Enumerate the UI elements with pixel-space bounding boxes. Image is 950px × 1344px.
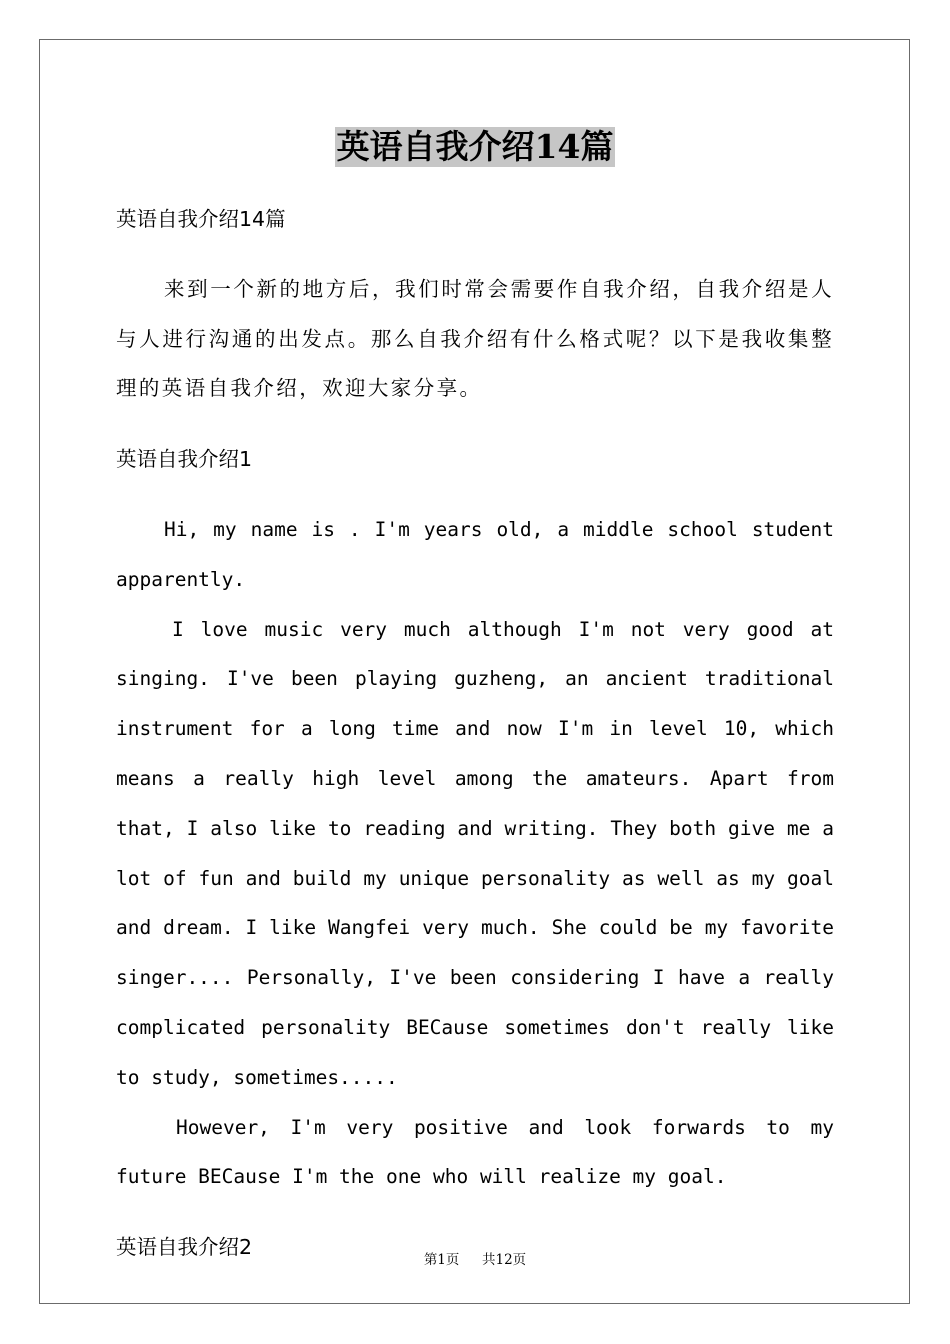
page-footer <box>0 1248 950 1268</box>
page-total: 共12页 <box>482 1252 527 1268</box>
title-container <box>0 127 950 167</box>
subtitle: 英语自我介绍14篇 <box>116 206 286 231</box>
document-title: 英语自我介绍14篇 <box>336 127 614 166</box>
page-number: 第1页 <box>423 1252 460 1268</box>
section1-paragraph-1: Hi, my name is . I'm years old, a middle school student apparently. <box>116 517 834 591</box>
section1-paragraph-3: However, I'm very positive and look forwards to my future BECause I'm the one who will realize my goal. <box>116 1115 834 1189</box>
section1-paragraph-2: I love music very much although I'm not very good at singing. I've been playing guzheng, an ancient traditional instrument for a long time and now I'm in level 10, which means a really high level among the amateurs. Apart from that, I also like to reading and writing. They both give me a lot of fun and build my unique personality as well as my goal and dream. I like Wangfei very much. She could be my favorite singer.... Personally, I've been considering I have a really complicated personality BECause sometimes don't really like to study, sometimes..... <box>116 617 834 1089</box>
intro-paragraph: 来到一个新的地方后，我们时常会需要作自我介绍，自我介绍是人与人进行沟通的出发点。那么自我介绍有什么格式呢？以下是我收集整理的英语自我介绍，欢迎大家分享。 <box>116 276 834 401</box>
section-heading-1: 英语自我介绍1 <box>116 446 253 471</box>
section-heading-2: 英语自我介绍2 <box>116 1234 253 1259</box>
document-body <box>116 174 834 1293</box>
